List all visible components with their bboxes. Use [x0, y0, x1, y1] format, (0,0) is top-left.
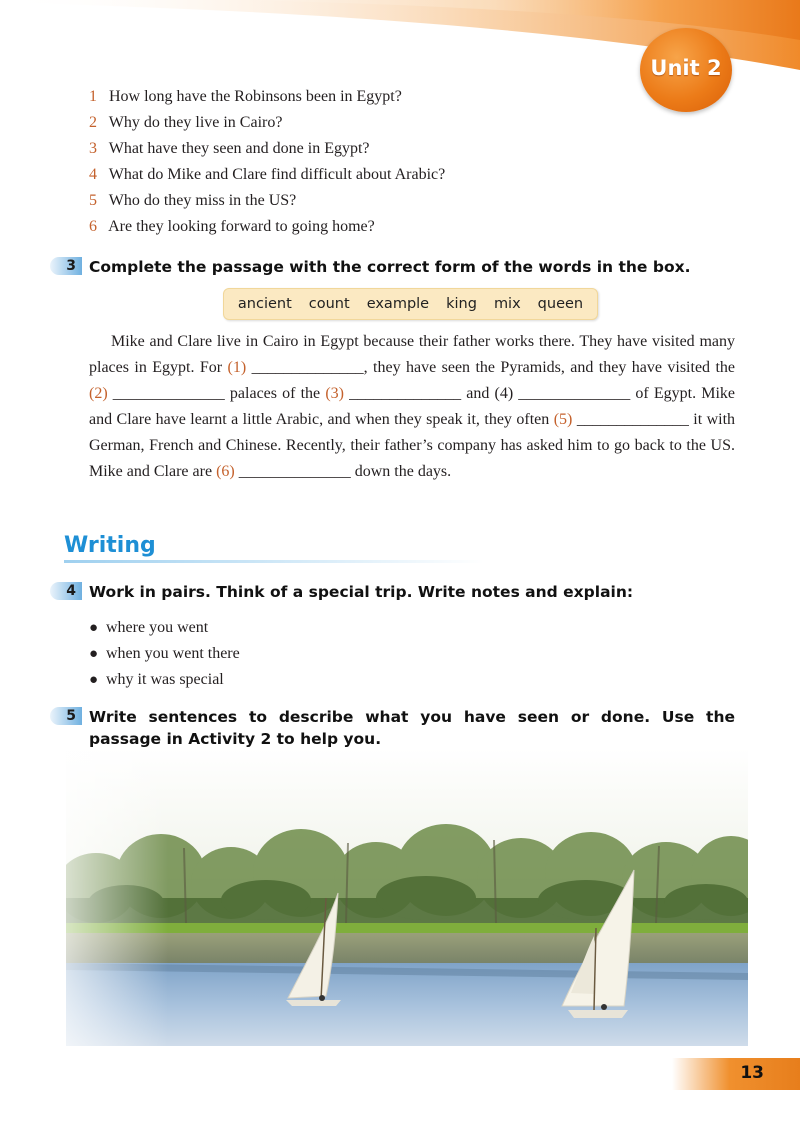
- page-number-tab: [672, 1058, 800, 1090]
- question-list: [89, 84, 445, 240]
- blank-number: (2): [89, 385, 108, 402]
- nile-sailboats-photo: [66, 748, 748, 1046]
- question-text: Are they looking forward to going home?: [108, 218, 375, 235]
- activity-5-header: [50, 706, 735, 750]
- question-number: 1: [89, 88, 97, 105]
- activity-number: 4: [50, 582, 82, 600]
- activity-number: 3: [50, 257, 82, 275]
- word-box-item: king: [446, 296, 477, 312]
- bullet-text: why it was special: [106, 671, 224, 688]
- bullet-icon: ●: [89, 672, 99, 688]
- question-number: 3: [89, 140, 97, 157]
- question-text: What do Mike and Clare find difficult about Arabic?: [108, 166, 446, 183]
- blank-number: (4): [494, 385, 514, 402]
- word-box-item: queen: [537, 296, 584, 312]
- list-item: [89, 615, 240, 641]
- word-box-item: ancient: [237, 296, 292, 312]
- bullet-text: where you went: [106, 619, 209, 636]
- question-number: 2: [89, 114, 97, 131]
- section-divider: [64, 560, 484, 563]
- unit-badge: [640, 28, 732, 112]
- passage-text: ______________, they have seen the Pyramids, and they have visited the: [251, 359, 736, 376]
- activity-instruction: Write sentences to describe what you have seen or done. Use the passage in Activity 2 to help you.: [89, 708, 735, 748]
- list-item: [89, 136, 445, 162]
- list-item: [89, 188, 445, 214]
- blank-number: (6): [216, 463, 235, 480]
- list-item: [89, 641, 240, 667]
- activity-number: 5: [50, 707, 82, 725]
- question-number: 6: [89, 218, 97, 235]
- blank-number: (3): [325, 385, 344, 402]
- word-box-item: count: [308, 296, 350, 312]
- unit-label: Unit 2: [650, 56, 722, 80]
- passage-text: ______________ and: [349, 385, 490, 402]
- question-number: 5: [89, 192, 97, 209]
- word-box-item: example: [366, 296, 430, 312]
- question-text: Why do they live in Cairo?: [108, 114, 283, 131]
- question-text: Who do they miss in the US?: [108, 192, 297, 209]
- question-number: 4: [89, 166, 97, 183]
- word-box-item: mix: [493, 296, 521, 312]
- list-item: [89, 214, 445, 240]
- notes-list: [89, 615, 240, 693]
- list-item: [89, 84, 445, 110]
- activity-instruction: Complete the passage with the correct form of the words in the box.: [89, 258, 691, 276]
- blank-number: (5): [553, 411, 573, 428]
- photo-illustration: [66, 748, 748, 1046]
- word-box: [223, 288, 598, 320]
- blank-number: (1): [227, 359, 247, 376]
- list-item: [89, 162, 445, 188]
- passage-text: ______________ of Egypt. Mike and Clare have learnt a little Arabic, and when they speak it, they often: [89, 385, 736, 428]
- question-text: How long have the Robinsons been in Egypt?: [109, 88, 402, 105]
- passage-text: ______________ it with German, French and Chinese. Recently, their father’s company has asked him to go back to the US. Mike and Clare are: [89, 411, 736, 480]
- page-number: 13: [740, 1063, 764, 1083]
- list-item: [89, 110, 445, 136]
- bullet-icon: ●: [89, 620, 99, 636]
- list-item: [89, 667, 240, 693]
- question-text: What have they seen and done in Egypt?: [108, 140, 370, 157]
- bullet-icon: ●: [89, 646, 99, 662]
- activity-4-header: [50, 581, 729, 603]
- cloze-passage: [89, 329, 735, 485]
- section-title: Writing: [64, 533, 156, 558]
- activity-3-header: [50, 256, 729, 278]
- activity-instruction: Work in pairs. Think of a special trip. Write notes and explain:: [89, 583, 634, 601]
- passage-text: ______________ down the days.: [238, 463, 452, 480]
- passage-text: ______________ palaces of the: [112, 385, 321, 402]
- bullet-text: when you went there: [106, 645, 240, 662]
- passage-text: Mike and Clare live in Cairo in Egypt because their father works there. They have visited many places in Egypt. For: [89, 333, 735, 376]
